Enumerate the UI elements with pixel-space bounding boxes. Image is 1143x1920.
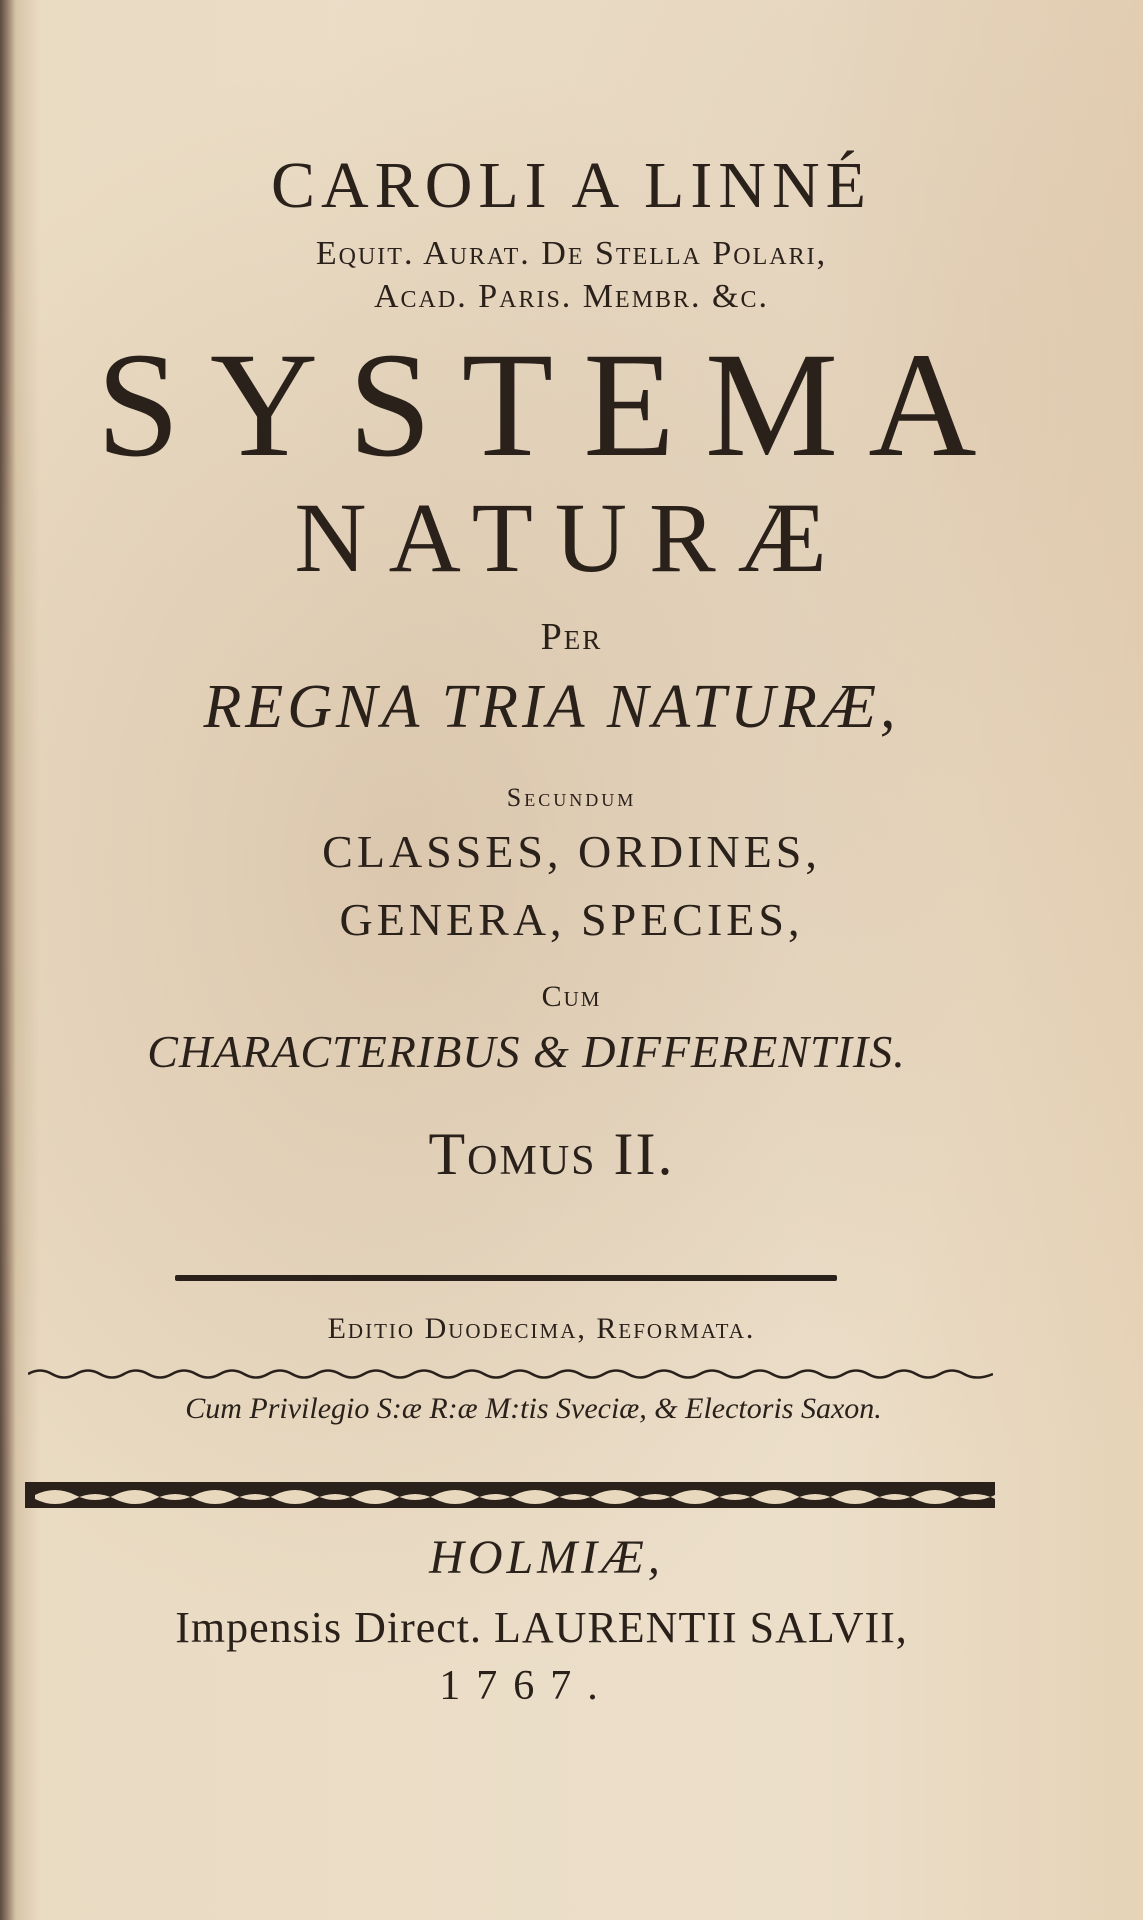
decorative-border-ornament bbox=[25, 1478, 995, 1512]
cum-word: Cum bbox=[541, 980, 602, 1013]
place-of-publication: HOLMIÆ, bbox=[429, 1531, 664, 1584]
privilege-line: Cum Privilegio S:æ R:æ M:tis Sveciæ, & Electoris Saxon. bbox=[185, 1392, 882, 1425]
categories-line-2: GENERA, SPECIES, bbox=[339, 894, 804, 945]
subtitle: REGNA TRIA NATURÆ, bbox=[203, 673, 900, 741]
honors-line-2: Acad. Paris. Membr. &c. bbox=[373, 278, 769, 315]
horizontal-rule bbox=[175, 1275, 837, 1281]
characteribus-line: CHARACTERIBUS & DIFFERENTIIS. bbox=[147, 1026, 906, 1077]
volume-label: Tomus II. bbox=[428, 1121, 675, 1187]
wavy-rule-ornament bbox=[28, 1365, 993, 1383]
edition-line: Editio Duodecima, Reformata. bbox=[327, 1312, 756, 1345]
honors-line-1: Equit. Aurat. De Stella Polari, bbox=[315, 235, 828, 272]
publication-year: 1767. bbox=[439, 1663, 614, 1709]
author-name: CAROLI A LINNÉ bbox=[271, 149, 872, 222]
book-title-line-1: SYSTEMA bbox=[96, 322, 1007, 488]
categories-line-1: CLASSES, ORDINES, bbox=[322, 826, 821, 877]
per-word: Per bbox=[540, 616, 603, 658]
publisher-line: Impensis Direct. LAURENTII SALVII, bbox=[175, 1603, 908, 1652]
book-title-line-2: NATURÆ bbox=[294, 482, 849, 593]
secundum-word: Secundum bbox=[506, 783, 637, 812]
